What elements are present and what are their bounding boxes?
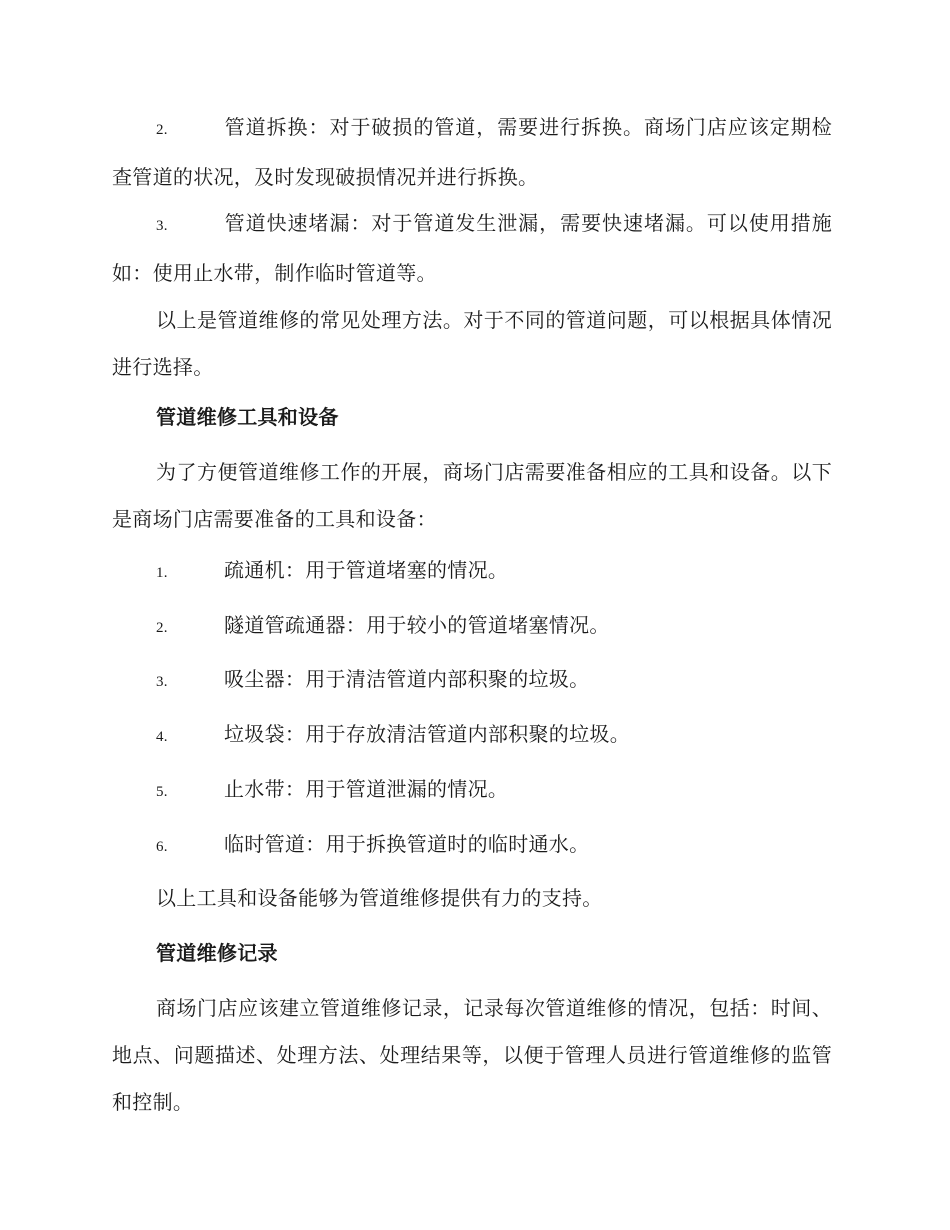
list-item	[112, 200, 832, 297]
list-item	[112, 766, 832, 816]
paragraph: 以上是管道维修的常见处理方法。对于不同的管道问题，可以根据具体情况进行选择。	[112, 308, 832, 379]
list-text: 垃圾袋：用于存放清洁管道内部积聚的垃圾。	[224, 722, 630, 746]
list-item	[112, 711, 832, 761]
list-item	[112, 656, 832, 706]
list-number: 2.	[156, 620, 168, 636]
list-text: 疏通机：用于管道堵塞的情况。	[224, 558, 509, 582]
list-text: 吸尘器：用于清洁管道内部积聚的垃圾。	[224, 667, 590, 691]
list-text: 管道快速堵漏：对于管道发生泄漏，需要快速堵漏。可以使用措施如：使用止水带，制作临时管道等。	[112, 211, 832, 285]
list-number: 3.	[156, 218, 168, 234]
list-text: 管道拆换：对于破损的管道，需要进行拆换。商场门店应该定期检查管道的状况，及时发现破损情况并进行拆换。	[112, 115, 832, 189]
paragraph: 以上工具和设备能够为管道维修提供有力的支持。	[156, 886, 603, 910]
list-text: 临时管道：用于拆换管道时的临时通水。	[224, 832, 590, 856]
list-item	[112, 547, 832, 597]
list-text: 隧道管疏通器：用于较小的管道堵塞情况。	[224, 613, 610, 637]
list-number: 6.	[156, 839, 168, 855]
section-heading: 管道维修记录	[156, 941, 278, 965]
list-item	[112, 602, 832, 652]
paragraph: 为了方便管道维修工作的开展，商场门店需要准备相应的工具和设备。以下是商场门店需要准备的工具和设备：	[112, 460, 832, 531]
list-number: 1.	[156, 565, 168, 581]
list-number: 3.	[156, 674, 168, 690]
paragraph: 商场门店应该建立管道维修记录，记录每次管道维修的情况，包括：时间、地点、问题描述、处理方法、处理结果等，以便于管理人员进行管道维修的监管和控制。	[112, 996, 832, 1114]
list-item	[112, 821, 832, 871]
list-number: 2.	[156, 122, 168, 138]
section-heading: 管道维修工具和设备	[156, 405, 339, 429]
list-number: 5.	[156, 784, 168, 800]
list-item	[112, 104, 832, 201]
list-number: 4.	[156, 729, 168, 745]
list-text: 止水带：用于管道泄漏的情况。	[224, 777, 509, 801]
